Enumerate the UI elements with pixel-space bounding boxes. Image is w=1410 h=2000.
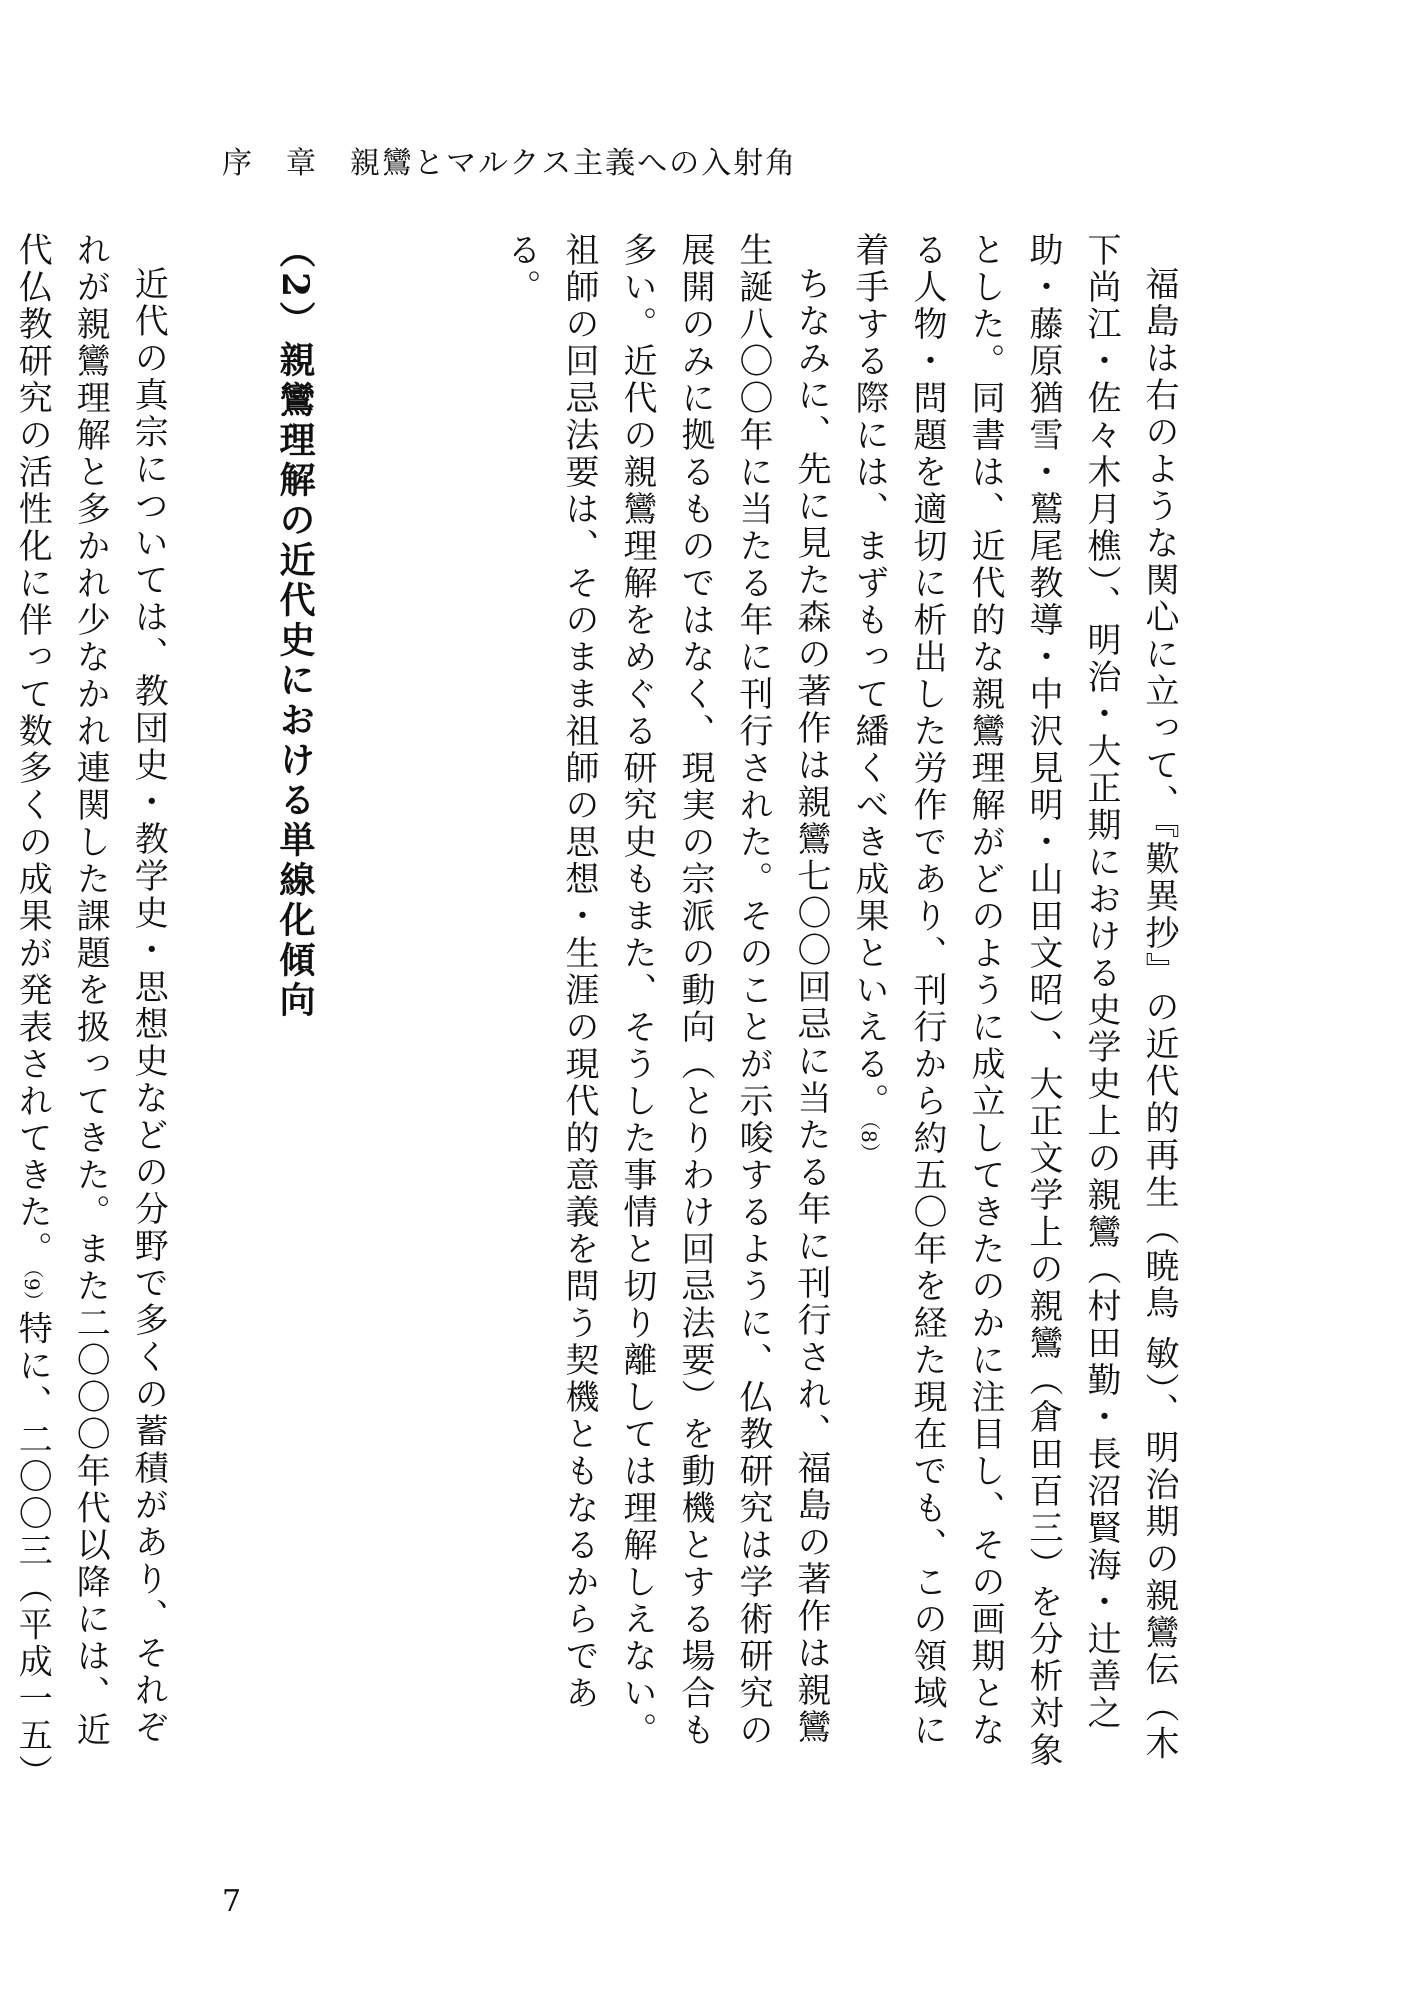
paragraph-3 [0,232,177,1782]
section-heading [237,232,432,1782]
paragraph-3b-text: 特に、二〇〇三（平成一五） [12,1310,53,1775]
running-head: 序 章 親鸞とマルクス主義への入射角 [222,146,798,181]
note-ref-9: （9） [20,1268,45,1311]
paragraph-2: ちなみに、先に見た森の著作は親鸞七〇〇回忌に当たる年に刊行され、福島の著作は親鸞生誕八〇〇年に当たる年に刊行された。そのことが示唆するように、仏教研究は学術研究の展開のみに拠るものではなく、現実の宗派の動向（とりわけ回忌法要）を動機とする場合も多い。近代の親鸞理解をめぐる研究史もまた、そうした事情と切り離しては理解しえない。祖師の回忌法要は、そのまま祖師の思想・生涯の現代的意義を問う契機ともなるからである。 [501,232,831,1749]
paragraph-1 [840,232,1188,1782]
paragraph-3a-text: 近代の真宗については、教団史・教学史・思想史などの分野で多くの蓄積があり、それぞれが親鸞理解と多かれ少なかれ連関した課題を扱ってきた。また二〇〇〇年代以降には、近代仏教研究の活性化に伴って数多くの成果が発表されてきた。 [12,232,169,1749]
page-number: 7 [222,1884,242,1919]
section-number: （2） [274,232,316,342]
body-text [0,232,1188,1782]
paragraph-1-text: 福島は右のような関心に立って、『歎異抄』の近代的再生（暁鳥 敏）、明治期の親鸞伝（木下尚江・佐々木月樵）、明治・大正期における史学史上の親鸞（村田勤・長沼賢海・辻善之助・藤原猶雪・鷲尾教導・中沢見明・山田文昭）、大正文学上の親鸞（倉田百三）を分析対象とした。同書は、近代的な親鸞理解がどのように成立してきたのかに注目し、その画期となる人物・問題を適切に析出した労作であり、刊行から約五〇年を経た現在でも、この領域に着手する際には、まずもって繙くべき成果といえる。 [849,232,1179,1769]
section-title: 親鸞理解の近代史における単線化傾向 [274,341,316,1022]
note-ref-8: （8） [857,1120,881,1163]
